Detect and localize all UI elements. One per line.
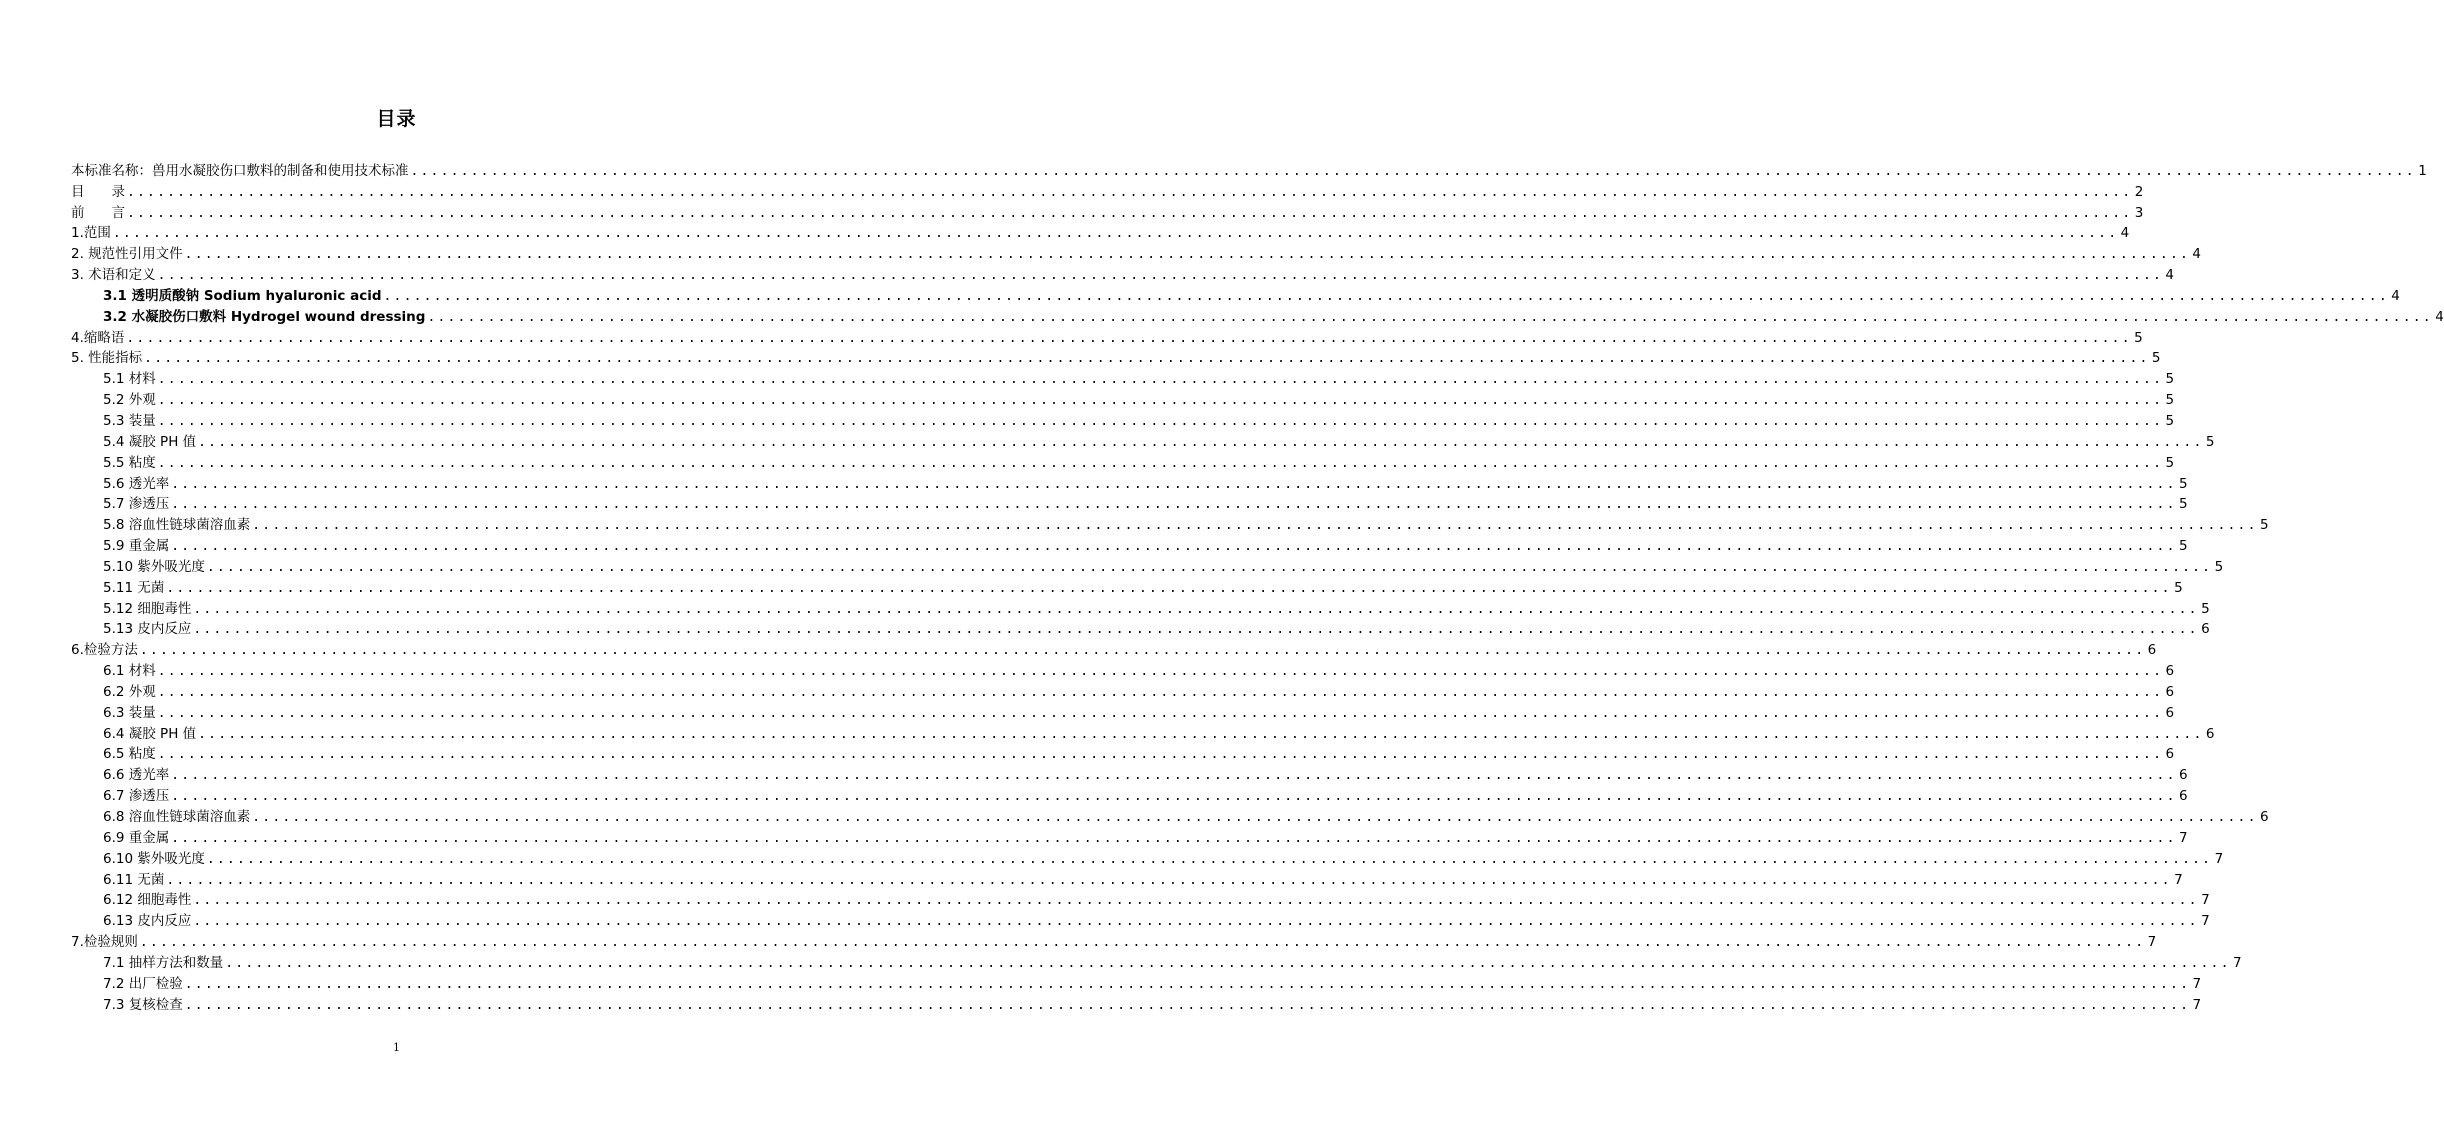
toc-entry-page: 5	[2134, 329, 2143, 346]
toc-entry-title: 前 言	[71, 204, 125, 221]
toc-entry-title: 1.范围	[71, 225, 111, 242]
toc-leader-dots: ........................................................................................................................................................................................................	[127, 184, 2133, 200]
toc-leader-dots: ........................................................................................................................................................................................................	[193, 601, 2199, 617]
toc-leader-dots: ........................................................................................................................................................................................................	[252, 518, 2258, 534]
toc-leader-dots: ........................................................................................................................................................................................................	[144, 351, 2150, 367]
footer-page-number: 1	[393, 1041, 400, 1054]
toc-entry[interactable]	[71, 242, 2202, 263]
toc-leader-dots: ........................................................................................................................................................................................................	[184, 247, 2191, 263]
toc-leader-dots: ........................................................................................................................................................................................................	[225, 955, 2231, 971]
toc-leader-dots: ........................................................................................................................................................................................................	[157, 684, 2164, 700]
toc-entry[interactable]	[71, 388, 2175, 409]
toc-entry-page: 7	[2179, 829, 2188, 846]
toc-entry-page: 7	[2147, 934, 2157, 951]
toc-entry[interactable]	[71, 305, 2444, 326]
toc-entry-page: 4	[2435, 308, 2444, 325]
toc-leader-dots: ........................................................................................................................................................................................................	[166, 580, 2172, 596]
toc-entry[interactable]	[71, 409, 2175, 430]
toc-leader-dots: ........................................................................................................................................................................................................	[171, 539, 2177, 555]
toc-entry-page: 4	[2165, 267, 2175, 284]
toc-entry-title: 6.9 重金属	[103, 829, 170, 846]
toc-entry[interactable]	[71, 763, 2188, 784]
toc-entry[interactable]	[71, 889, 2210, 910]
toc-entry-page: 7	[2201, 892, 2210, 909]
toc-entry-page: 6	[2205, 725, 2215, 742]
toc-entry-page: 6	[2165, 683, 2175, 700]
toc-entry-title: 5.10 紫外吸光度	[103, 558, 205, 575]
toc-entry[interactable]	[71, 576, 2183, 597]
toc-leader-dots: ........................................................................................................................................................................................................	[193, 914, 2199, 930]
toc-leader-dots: ........................................................................................................................................................................................................	[157, 455, 2164, 471]
toc-entry-title: 3. 术语和定义	[71, 267, 156, 284]
toc-entry-page: 7	[2214, 850, 2224, 867]
toc-entry-page: 5	[2205, 433, 2215, 450]
toc-entry-title: 6.5 粘度	[103, 746, 156, 763]
toc-entry[interactable]	[71, 451, 2175, 472]
toc-entry-page: 5	[2165, 412, 2175, 429]
toc-leader-dots: ........................................................................................................................................................................................................	[171, 830, 2177, 846]
toc-entry[interactable]	[71, 493, 2188, 514]
toc-entry-title: 7.1 抽样方法和数量	[103, 954, 224, 971]
toc-entry-title: 5.11 无菌	[103, 579, 165, 596]
toc-entry-page: 7	[2192, 975, 2202, 992]
toc-entry-page: 6	[2260, 809, 2269, 825]
toc-entry-title: 5.7 渗透压	[103, 496, 170, 513]
toc-entry[interactable]	[71, 784, 2188, 805]
toc-entry-page: 7	[2174, 871, 2183, 888]
toc-leader-dots: ........................................................................................................................................................................................................	[193, 622, 2199, 638]
toc-entry-title: 6.8 溶血性链球菌溶血素	[103, 809, 251, 825]
toc-entry-title: 7.检验规则	[71, 934, 138, 951]
toc-leader-dots: ........................................................................................................................................................................................................	[112, 226, 2119, 242]
toc-leader-dots: ........................................................................................................................................................................................................	[157, 747, 2164, 763]
toc-leader-dots: ........................................................................................................................................................................................................	[157, 393, 2164, 409]
toc-entry-page: 4	[2120, 225, 2130, 242]
toc-entry-page: 3	[2134, 204, 2144, 221]
toc-entry[interactable]	[71, 534, 2188, 555]
toc-entry[interactable]	[71, 993, 2202, 1014]
toc-entry-page: 6	[2147, 642, 2157, 659]
toc-entry-title: 7.2 出厂检验	[103, 975, 183, 992]
toc-leader-dots: ........................................................................................................................................................................................................	[171, 789, 2177, 805]
toc-entry-title: 目 录	[71, 183, 125, 200]
toc-leader-dots: ........................................................................................................................................................................................................	[184, 997, 2191, 1013]
toc-entry-title: 5.13 皮内反应	[103, 621, 192, 638]
toc-entry-title: 5.1 材料	[103, 371, 156, 388]
toc-leader-dots: ........................................................................................................................................................................................................	[252, 810, 2258, 825]
toc-entry-title: 6.11 无菌	[103, 871, 165, 888]
toc-entry-page: 5	[2179, 496, 2188, 513]
toc-entry[interactable]	[71, 263, 2175, 284]
toc-entry-title: 5. 性能指标	[71, 350, 143, 367]
toc-leader-dots: ........................................................................................................................................................................................................	[171, 476, 2177, 492]
toc-entry-page: 5	[2214, 558, 2224, 575]
toc-leader-dots: ........................................................................................................................................................................................................	[171, 768, 2177, 784]
toc-entry[interactable]	[71, 618, 2210, 639]
toc-entry[interactable]	[71, 659, 2175, 680]
toc-leader-dots: ........................................................................................................................................................................................................	[198, 726, 2204, 742]
toc-leader-dots: ........................................................................................................................................................................................................	[139, 935, 2146, 951]
toc-entry[interactable]	[71, 430, 2215, 451]
toc-entry-page: 6	[2179, 788, 2188, 805]
toc-entry-page: 1	[2418, 162, 2427, 179]
toc-entry-title: 6.10 紫外吸光度	[103, 850, 205, 867]
toc-entry-title: 3.2 水凝胶伤口敷料 Hydrogel wound dressing	[103, 308, 426, 325]
toc-entry-page: 6	[2165, 746, 2175, 763]
toc-leader-dots: ........................................................................................................................................................................................................	[127, 205, 2133, 221]
toc-entry[interactable]	[71, 722, 2215, 743]
toc-entry[interactable]	[71, 201, 2144, 222]
toc-leader-dots: ........................................................................................................................................................................................................	[410, 163, 2416, 179]
toc-entry-title: 6.3 装量	[103, 704, 156, 721]
toc-entry[interactable]	[71, 513, 2269, 534]
toc-entry-title: 本标准名称：兽用水凝胶伤口敷料的制备和使用技术标准	[71, 162, 409, 179]
toc-entry[interactable]	[71, 472, 2188, 493]
toc-entry-page: 6	[2165, 663, 2175, 680]
toc-entry-page: 5	[2165, 371, 2175, 388]
page-title: 目录	[376, 108, 417, 130]
toc-leader-dots: ........................................................................................................................................................................................................	[383, 288, 2389, 304]
toc-entry-page: 6	[2179, 767, 2188, 784]
toc-entry-page: 5	[2179, 538, 2188, 555]
toc-leader-dots: ........................................................................................................................................................................................................	[157, 413, 2164, 429]
toc-leader-dots: ........................................................................................................................................................................................................	[126, 330, 2132, 346]
toc-entry-title: 5.8 溶血性链球菌溶血素	[103, 517, 251, 534]
toc-entry[interactable]	[71, 805, 2269, 826]
toc-leader-dots: ........................................................................................................................................................................................................	[206, 851, 2213, 867]
toc-entry-title: 5.12 细胞毒性	[103, 600, 192, 617]
toc-entry-title: 6.4 凝胶 PH 值	[103, 725, 197, 742]
toc-entry[interactable]	[71, 868, 2183, 889]
toc-entry[interactable]	[71, 597, 2210, 618]
toc-leader-dots: ........................................................................................................................................................................................................	[157, 372, 2164, 388]
toc-entry-title: 6.检验方法	[71, 642, 138, 659]
toc-entry[interactable]	[71, 847, 2224, 868]
toc-entry-page: 5	[2151, 350, 2161, 367]
toc-entry[interactable]	[71, 367, 2175, 388]
toc-entry-page: 6	[2165, 704, 2175, 721]
toc-entry-title: 5.9 重金属	[103, 538, 170, 555]
toc-entry[interactable]	[71, 930, 2157, 951]
toc-entry-title: 5.6 透光率	[103, 475, 170, 492]
toc-leader-dots: ........................................................................................................................................................................................................	[157, 705, 2164, 721]
toc-entry-page: 4	[2391, 287, 2400, 304]
toc-entry[interactable]	[71, 159, 2427, 180]
toc-entry-title: 5.5 粘度	[103, 454, 156, 471]
toc-entry-page: 7	[2201, 913, 2210, 930]
toc-entry-title: 4.缩略语	[71, 329, 125, 346]
toc-entry[interactable]	[71, 909, 2210, 930]
toc-entry[interactable]	[71, 638, 2157, 659]
toc-leader-dots: ........................................................................................................................................................................................................	[193, 893, 2199, 909]
toc-leader-dots: ........................................................................................................................................................................................................	[157, 664, 2164, 680]
toc-entry[interactable]	[71, 680, 2175, 701]
toc-entry-page: 5	[2201, 600, 2210, 617]
toc-entry[interactable]	[71, 555, 2224, 576]
toc-entry-title: 2. 规范性引用文件	[71, 246, 183, 263]
toc-entry-page: 5	[2165, 454, 2175, 471]
toc-entry-title: 5.3 装量	[103, 412, 156, 429]
toc-entry-page: 5	[2165, 392, 2175, 409]
toc-entry-title: 5.4 凝胶 PH 值	[103, 433, 197, 450]
toc-entry[interactable]	[71, 347, 2161, 368]
toc-entry-title: 6.2 外观	[103, 683, 156, 700]
toc-leader-dots: ........................................................................................................................................................................................................	[184, 976, 2191, 992]
toc-entry[interactable]	[71, 701, 2175, 722]
toc-entry-page: 5	[2179, 475, 2188, 492]
toc-entry-page: 4	[2192, 246, 2202, 263]
toc-entry-page: 2	[2134, 183, 2144, 200]
toc-leader-dots: ........................................................................................................................................................................................................	[427, 309, 2433, 325]
toc-entry-page: 5	[2260, 517, 2269, 534]
toc-entry-page: 5	[2174, 579, 2183, 596]
toc-entry-title: 6.7 渗透压	[103, 788, 170, 805]
toc-entry-title: 5.2 外观	[103, 392, 156, 409]
toc-entry-title: 7.3 复核检查	[103, 996, 183, 1013]
table-of-contents	[71, 159, 2444, 1014]
toc-entry-title: 6.12 细胞毒性	[103, 892, 192, 909]
toc-entry[interactable]	[71, 972, 2202, 993]
toc-entry[interactable]	[71, 826, 2188, 847]
toc-leader-dots: ........................................................................................................................................................................................................	[139, 643, 2146, 659]
toc-leader-dots: ........................................................................................................................................................................................................	[171, 497, 2177, 513]
toc-entry-page: 6	[2201, 621, 2210, 638]
toc-leader-dots: ........................................................................................................................................................................................................	[198, 434, 2204, 450]
toc-entry[interactable]	[71, 743, 2175, 764]
toc-entry-page: 7	[2233, 954, 2242, 971]
toc-entry[interactable]	[71, 284, 2400, 305]
toc-entry-title: 6.6 透光率	[103, 767, 170, 784]
toc-entry[interactable]	[71, 222, 2130, 243]
toc-entry-page: 7	[2192, 996, 2202, 1013]
toc-leader-dots: ........................................................................................................................................................................................................	[206, 559, 2213, 575]
toc-leader-dots: ........................................................................................................................................................................................................	[157, 268, 2164, 284]
toc-leader-dots: ........................................................................................................................................................................................................	[166, 872, 2172, 888]
toc-entry[interactable]	[71, 326, 2143, 347]
toc-entry-title: 3.1 透明质酸钠 Sodium hyaluronic acid	[103, 287, 382, 304]
toc-entry-title: 6.13 皮内反应	[103, 913, 192, 930]
toc-entry[interactable]	[71, 180, 2144, 201]
toc-entry[interactable]	[71, 951, 2242, 972]
toc-entry-title: 6.1 材料	[103, 663, 156, 680]
